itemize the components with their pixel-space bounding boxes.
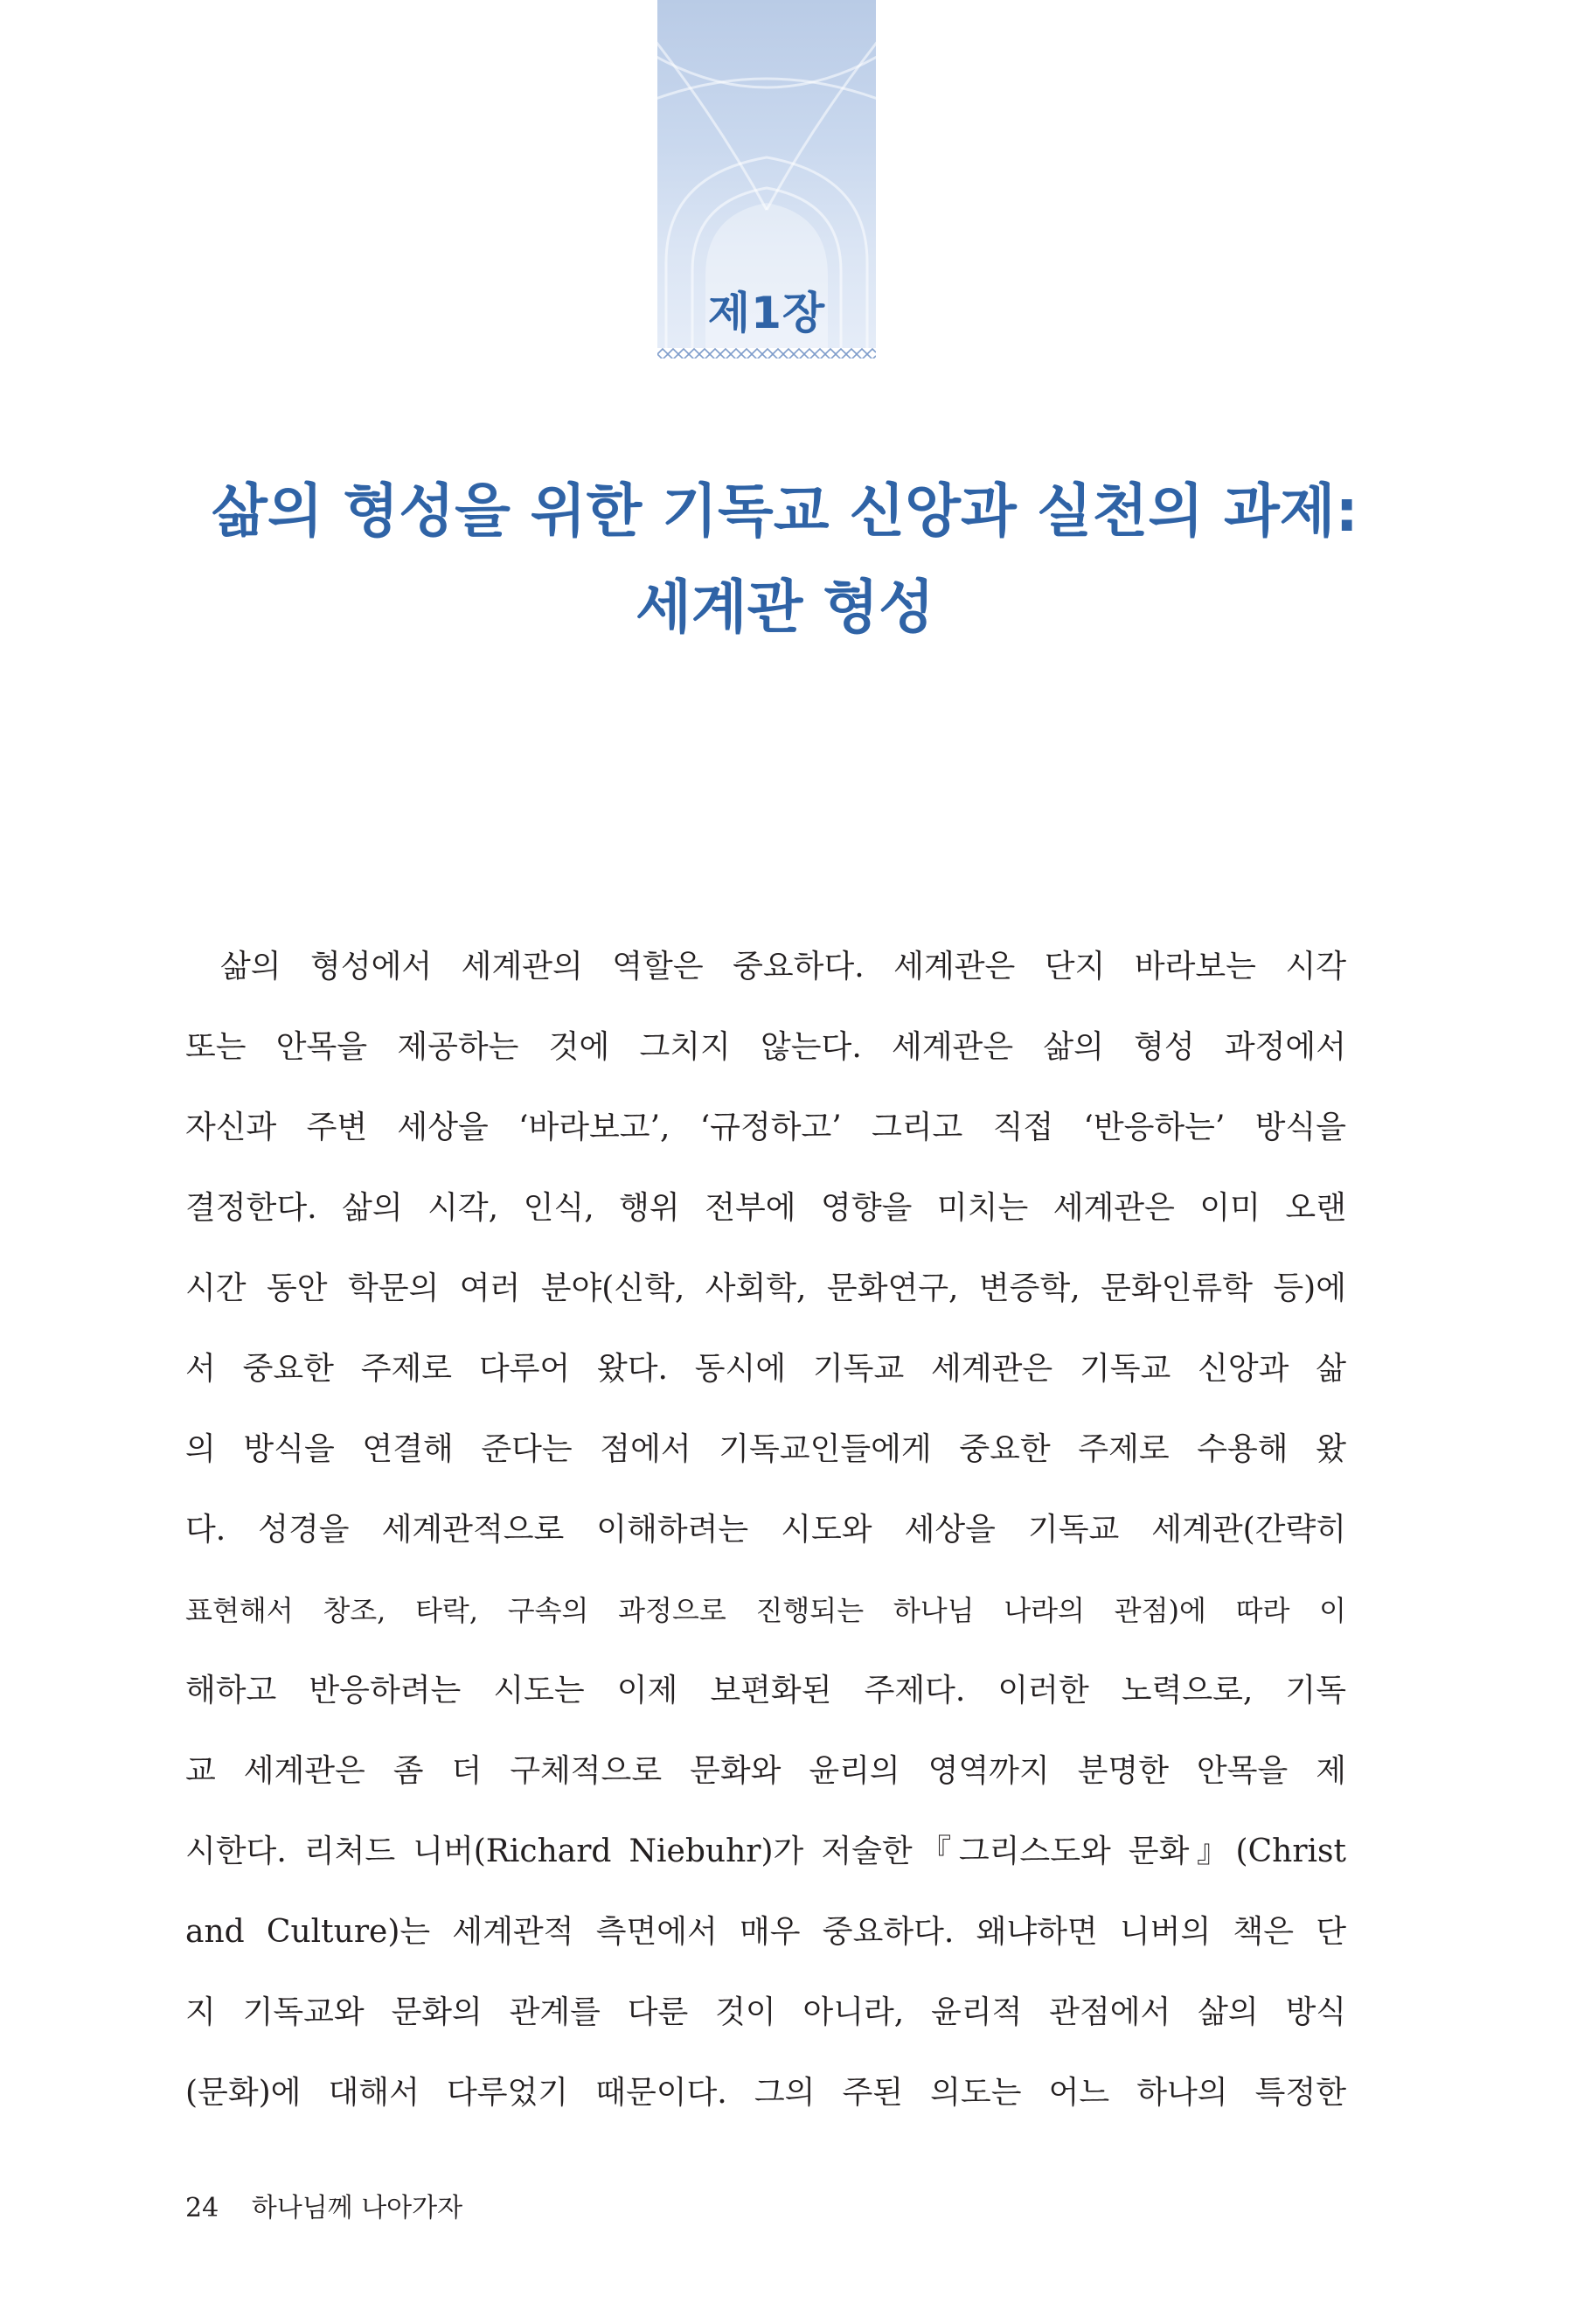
body-line: 지 기독교와 문화의 관계를 다룬 것이 아니라, 윤리적 관점에서 삶의 방식: [185, 1994, 1346, 2030]
chapter-title: [105, 463, 1465, 656]
body-line: 삶의 형성에서 세계관의 역할은 중요하다. 세계관은 단지 바라보는 시각: [220, 949, 1346, 985]
chapter-banner: [657, 0, 876, 358]
body-line: 표현해서 창조, 타락, 구속의 과정으로 진행되는 하나님 나라의 관점)에 따라 이: [185, 1594, 1346, 1627]
body-line: 시간 동안 학문의 여러 분야(신학, 사회학, 문화연구, 변증학, 문화인류학 등)에: [185, 1270, 1346, 1306]
chapter-label: 제1장: [707, 288, 826, 338]
body-line: 자신과 주변 세상을 ‘바라보고’, ‘규정하고’ 그리고 직접 ‘반응하는’ 방식을: [185, 1110, 1346, 1145]
body-line: 의 방식을 연결해 준다는 점에서 기독교인들에게 중요한 주제로 수용해 왔: [185, 1431, 1346, 1467]
body-line: 결정한다. 삶의 시각, 인식, 행위 전부에 영향을 미치는 세계관은 이미 오랜: [185, 1190, 1346, 1226]
body-line: 또는 안목을 제공하는 것에 그치지 않는다. 세계관은 삶의 형성 과정에서: [185, 1029, 1346, 1065]
page-footer: [185, 2186, 462, 2224]
body-line: and Culture)는 세계관적 측면에서 매우 중요하다. 왜냐하면 니버의 책은 단: [185, 1914, 1346, 1950]
body-line: 다. 성경을 세계관적으로 이해하려는 시도와 세상을 기독교 세계관(간략히: [185, 1512, 1346, 1548]
body-paragraph: [185, 927, 1346, 2133]
page-number: 24: [185, 2193, 219, 2223]
body-line: 교 세계관은 좀 더 구체적으로 문화와 윤리의 영역까지 분명한 안목을 제: [185, 1753, 1346, 1789]
body-line: (문화)에 대해서 다루었기 때문이다. 그의 주된 의도는 어느 하나의 특정한: [185, 2075, 1346, 2111]
chapter-title-line-1: 삶의 형성을 위한 기독교 신앙과 실천의 과제:: [212, 477, 1358, 545]
chapter-title-line-2: 세계관 형성: [636, 574, 934, 641]
chapter-ornament-border: [657, 348, 876, 358]
body-line: 서 중요한 주제로 다루어 왔다. 동시에 기독교 세계관은 기독교 신앙과 삶: [185, 1351, 1346, 1387]
body-line: 해하고 반응하려는 시도는 이제 보편화된 주제다. 이러한 노력으로, 기독: [185, 1673, 1346, 1708]
body-line: 시한다. 리처드 니버(Richard Niebuhr)가 저술한『그리스도와 문화』(Christ: [185, 1833, 1346, 1869]
running-book-title: 하나님께 나아가자: [251, 2193, 463, 2223]
